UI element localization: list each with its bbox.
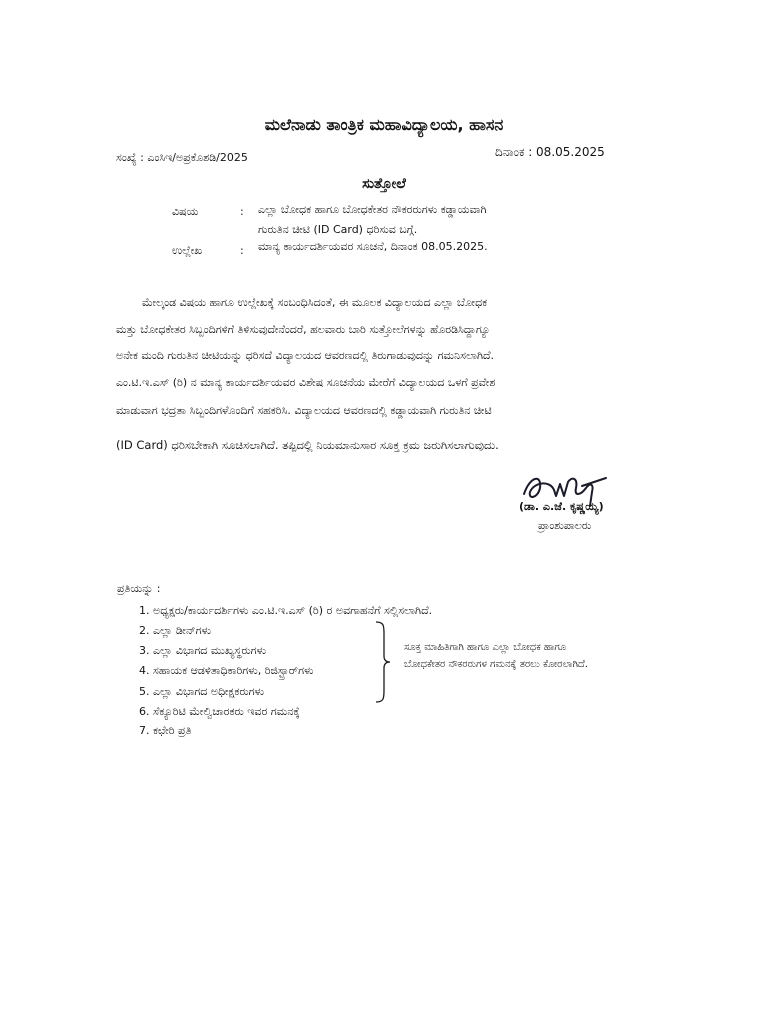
signatory-designation: ಪ್ರಾಂಶುಪಾಲರು (538, 519, 592, 532)
copy-recipient: 4. ಸಹಾಯಕ ಆಡಳಿತಾಧಿಕಾರಿಗಳು, ರಿಜಿಸ್ಟ್ರಾರ್‌ಗಳು (139, 664, 314, 677)
signatory-name: (ಡಾ. ಎ.ಜೆ. ಕೃಷ್ಣಯ್ಯ) (519, 500, 604, 513)
copy-recipient: 2. ಎಲ್ಲಾ ಡೀನ್‌ಗಳು (139, 624, 212, 637)
copies-note-line-1: ಸೂಕ್ತ ಮಾಹಿತಿಗಾಗಿ ಹಾಗೂ ಎಲ್ಲಾ ಬೋಧಕ ಹಾಗೂ (404, 642, 567, 653)
body-line-3: ಅನೇಕ ಮಂದಿ ಗುರುತಿನ ಚೀಟಿಯನ್ನು ಧರಿಸದೆ ವಿದ್ಯಾಲಯದ ಆವರಣದಲ್ಲಿ ತಿರುಗಾಡುವುದನ್ನು ಗಮನಿಸಲಾಗಿದೆ. (116, 349, 495, 362)
copies-note-line-2: ಬೋಧಕೇತರ ನೌಕರರುಗಳ ಗಮನಕ್ಕೆ ತರಲು ಕೋರಲಾಗಿದೆ. (404, 659, 588, 670)
reference-line-1: ಮಾನ್ಯ ಕಾರ್ಯದರ್ಶಿಯವರ ಸೂಚನೆ, ದಿನಾಂಕ 08.05.2025. (258, 240, 488, 253)
subject-line-2: ಗುರುತಿನ ಚೀಟಿ (ID Card) ಧರಿಸುವ ಬಗ್ಗೆ. (258, 223, 418, 236)
copy-recipient: 7. ಕಛೇರಿ ಪ್ರತಿ (139, 724, 192, 737)
reference-colon: : (240, 244, 244, 257)
reference-number: ಸಂಖ್ಯೆ : ಎಂಸಿಇ/ಅಪ್ರಕೊಶಡಿ/2025 (116, 151, 248, 164)
body-line-6: (ID Card) ಧರಿಸಬೇಕಾಗಿ ಸೂಚಿಸಲಾಗಿದೆ. ತಪ್ಪಿದಲ್ಲಿ ನಿಯಮಾನುಸಾರ ಸೂಕ್ತ ಕ್ರಮ ಜರುಗಿಸಲಾಗುವುದು. (116, 438, 499, 452)
body-line-2: ಮತ್ತು ಬೋಧಕೇತರ ಸಿಬ್ಬಂದಿಗಳಿಗೆ ತಿಳಿಸುವುದೇನೆಂದರೆ, ಹಲವಾರು ಬಾರಿ ಸುತ್ತೋಲೆಗಳನ್ನು ಹೊರಡಿಸಿದ್ದಾಗ್ಯೂ (116, 323, 491, 336)
reference-label: ಉಲ್ಲೇಖ (172, 244, 203, 257)
subject-line-1: ಎಲ್ಲಾ ಬೋಧಕ ಹಾಗೂ ಬೋಧಕೇತರ ನೌಕರರುಗಳು ಕಡ್ಡಾಯವಾಗಿ (258, 203, 487, 216)
subject-label: ವಿಷಯ (172, 205, 199, 218)
copy-recipient: 5. ಎಲ್ಲಾ ವಿಭಾಗದ ಅಧೀಕ್ಷಕರುಗಳು (139, 685, 265, 698)
subject-colon: : (240, 205, 244, 218)
institution-title: ಮಲೆನಾಡು ತಾಂತ್ರಿಕ ಮಹಾವಿದ್ಯಾಲಯ, ಹಾಸನ (264, 115, 504, 134)
copy-recipient: 3. ಎಲ್ಲಾ ವಿಭಾಗದ ಮುಖ್ಯಸ್ಥರುಗಳು (139, 644, 267, 657)
copies-label: ಪ್ರತಿಯನ್ನು : (117, 582, 161, 595)
right-brace (372, 620, 392, 704)
copy-recipient: 6. ಸೆಕ್ಯೂರಿಟಿ ಮೇಲ್ವಿಚಾರಕರು ಇವರ ಗಮನಕ್ಕೆ (139, 705, 300, 718)
circular-date: ದಿನಾಂಕ : 08.05.2025 (495, 145, 605, 159)
copy-recipient: 1. ಅಧ್ಯಕ್ಷರು/ಕಾರ್ಯದರ್ಶಿಗಳು ಎಂ.ಟಿ.ಇ.ಎಸ್ (ರಿ) ರ ಅವಗಾಹನೆಗೆ ಸಲ್ಲಿಸಲಾಗಿದೆ. (139, 604, 433, 617)
body-line-1: ಮೇಲ್ಕಂಡ ವಿಷಯ ಹಾಗೂ ಉಲ್ಲೇಖಕ್ಕೆ ಸಂಬಂಧಿಸಿದಂತೆ, ಈ ಮೂಲಕ ವಿದ್ಯಾಲಯದ ಎಲ್ಲಾ ಬೋಧಕ (142, 296, 488, 309)
body-line-5: ಮಾಡುವಾಗ ಭದ್ರತಾ ಸಿಬ್ಬಂದಿಗಳೊಂದಿಗೆ ಸಹಕರಿಸಿ. ವಿದ್ಯಾಲಯದ ಆವರಣದಲ್ಲಿ ಕಡ್ಡಾಯವಾಗಿ ಗುರುತಿನ ಚೀಟಿ (116, 404, 492, 417)
body-line-4: ಎಂ.ಟಿ.ಇ.ಎಸ್ (ರಿ) ನ ಮಾನ್ಯ ಕಾರ್ಯದರ್ಶಿಯವರ ವಿಶೇಷ ಸೂಚನೆಯ ಮೇರೆಗೆ ವಿದ್ಯಾಲಯದ ಒಳಗೆ ಪ್ರವೇಶ (116, 376, 496, 389)
circular-heading: ಸುತ್ತೋಲೆ (362, 176, 406, 192)
